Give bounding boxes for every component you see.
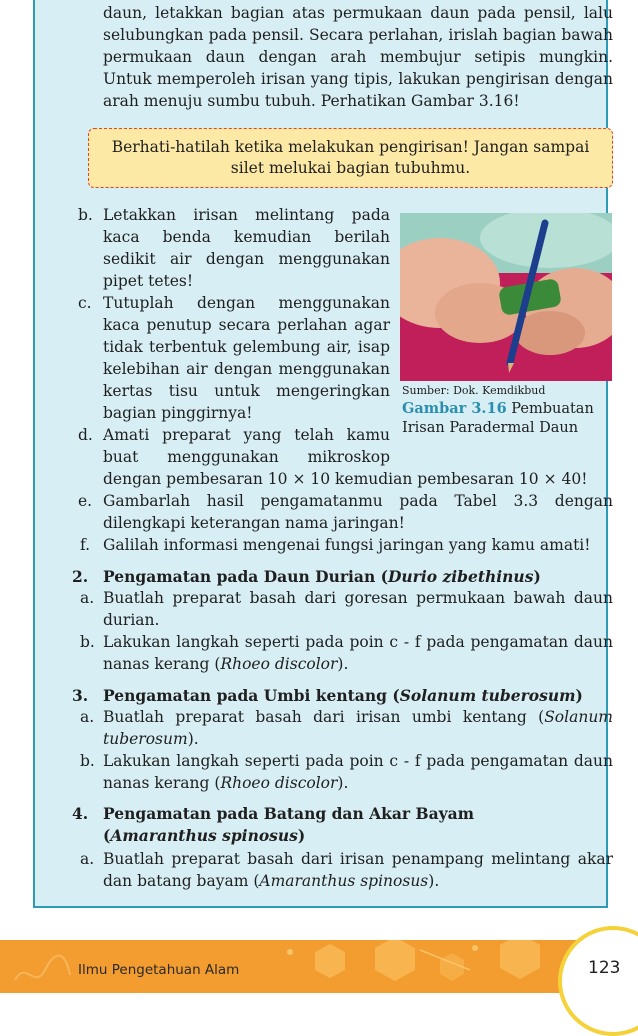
step-line: Gambarlah hasil pengamatanmu pada Tabel 3.3 dengan <box>103 492 613 510</box>
step-line: Galilah informasi mengenai fungsi jaringan yang kamu amati! <box>103 536 591 554</box>
item-line: Lakukan langkah seperti pada poin c - f pada pengamatan daun <box>103 752 613 770</box>
item-latin: Rhoeo discolor <box>220 655 338 673</box>
item-line <box>103 729 613 751</box>
section-title-text: Pengamatan pada Umbi kentang ( <box>103 686 400 705</box>
step-line: buat menggunakan mikroskop <box>103 448 390 466</box>
figure-source: Sumber: Dok. Kemdikbud <box>402 384 546 397</box>
step-label: d. <box>78 426 93 444</box>
section-title-close: ) <box>533 567 541 586</box>
page-number: 123 <box>588 958 621 978</box>
item-line <box>103 871 613 893</box>
item-line <box>103 773 613 795</box>
section-number: 3. <box>72 686 89 705</box>
step-line: kelebihan air dengan menggunakan <box>103 360 390 378</box>
step-line: dilengkapi keterangan nama jaringan! <box>103 514 405 532</box>
section-title-latin: Solanum tuberosum <box>399 686 576 705</box>
item-line: durian. <box>103 611 160 629</box>
section-title-text: Pengamatan pada Daun Durian ( <box>103 567 388 586</box>
step-line: sedikit air dengan menggunakan <box>103 250 390 268</box>
item-text: ). <box>337 774 349 792</box>
step-line: Letakkan irisan melintang pada <box>103 206 390 224</box>
step-line: Amati preparat yang telah kamu <box>103 426 390 444</box>
figure-title-2: Irisan Paradermal Daun <box>402 420 579 436</box>
item-label: b. <box>80 633 95 651</box>
section-title <box>103 685 613 707</box>
section-title-close: ) <box>575 686 583 705</box>
step-line: kaca penutup secara perlahan agar <box>103 316 390 334</box>
item-label: a. <box>80 589 95 607</box>
item-text: ). <box>187 730 199 748</box>
item-text: Buatlah preparat basah dari irisan umbi kentang ( <box>103 708 545 726</box>
item-line <box>103 654 613 676</box>
item-latin: Amaranthus spinosus <box>259 872 429 890</box>
step-line: tidak terbentuk gelembung air, isap <box>103 338 390 356</box>
step-label: f. <box>80 536 91 554</box>
warning-line: silet melukai bagian tubuhmu. <box>230 159 471 177</box>
section-number: 2. <box>72 567 89 586</box>
item-latin: tuberosum <box>103 730 188 748</box>
step-line: kertas tisu untuk mengeringkan <box>103 382 390 400</box>
step-label: b. <box>78 206 93 224</box>
item-text: nanas kerang ( <box>103 774 221 792</box>
item-line: Buatlah preparat basah dari goresan permukaan bawah daun <box>103 589 613 607</box>
warning-line: Berhati-hatilah ketika melakukan pengirisan! Jangan sampai <box>111 138 590 156</box>
intro-line: Untuk memperoleh irisan yang tipis, lakukan pengirisan dengan <box>103 70 613 88</box>
step-line: dengan pembesaran 10 × 10 kemudian pembesaran 10 × 40! <box>103 470 588 488</box>
item-line: Buatlah preparat basah dari irisan penampang melintang akar <box>103 850 613 868</box>
paradermal-slicing-photo <box>400 213 612 381</box>
intro-line: permukaan daun dengan arah membujur setipis mungkin. <box>103 48 613 66</box>
warning-box <box>88 128 613 188</box>
step-line: kaca benda kemudian berilah <box>103 228 390 246</box>
step-label: c. <box>78 294 92 312</box>
item-text: dan batang bayam ( <box>103 872 260 890</box>
intro-line: daun, letakkan bagian atas permukaan daun pada pensil, lalu <box>103 4 613 22</box>
item-line <box>103 707 613 729</box>
step-line: Tutuplah dengan menggunakan <box>103 294 390 312</box>
item-label: b. <box>80 752 95 770</box>
item-text: ). <box>428 872 440 890</box>
page-footer <box>0 940 638 993</box>
section-number: 4. <box>72 804 89 823</box>
item-latin: Rhoeo discolor <box>220 774 338 792</box>
section-title-text: ( <box>103 826 111 845</box>
section-title-line-1: Pengamatan pada Batang dan Akar Bayam <box>103 804 475 823</box>
figure-label: Gambar 3.16 <box>402 400 507 417</box>
book-title: Ilmu Pengetahuan Alam <box>78 962 240 978</box>
item-label: a. <box>80 708 95 726</box>
section-title-latin: Durio zibethinus <box>387 567 534 586</box>
section-title-close: ) <box>297 826 306 845</box>
section-title-latin: Amaranthus spinosus <box>110 826 298 845</box>
item-text: nanas kerang ( <box>103 655 221 673</box>
intro-line: arah menuju sumbu tubuh. Perhatikan Gambar 3.16! <box>103 92 520 110</box>
figure-photo <box>400 213 612 381</box>
item-text: ). <box>337 655 349 673</box>
item-latin: Solanum <box>544 708 613 726</box>
step-line: bagian pinggirnya! <box>103 404 253 422</box>
item-line: Lakukan langkah seperti pada poin c - f pada pengamatan daun <box>103 633 613 651</box>
figure-caption <box>402 399 617 438</box>
section-title-line-2 <box>103 825 613 847</box>
step-label: e. <box>78 492 93 510</box>
item-label: a. <box>80 850 95 868</box>
intro-line: selubungkan pada pensil. Secara perlahan, irislah bagian bawah <box>103 26 613 44</box>
section-title <box>103 566 613 588</box>
step-line: pipet tetes! <box>103 272 194 290</box>
figure-title-1: Pembuatan <box>511 401 594 417</box>
